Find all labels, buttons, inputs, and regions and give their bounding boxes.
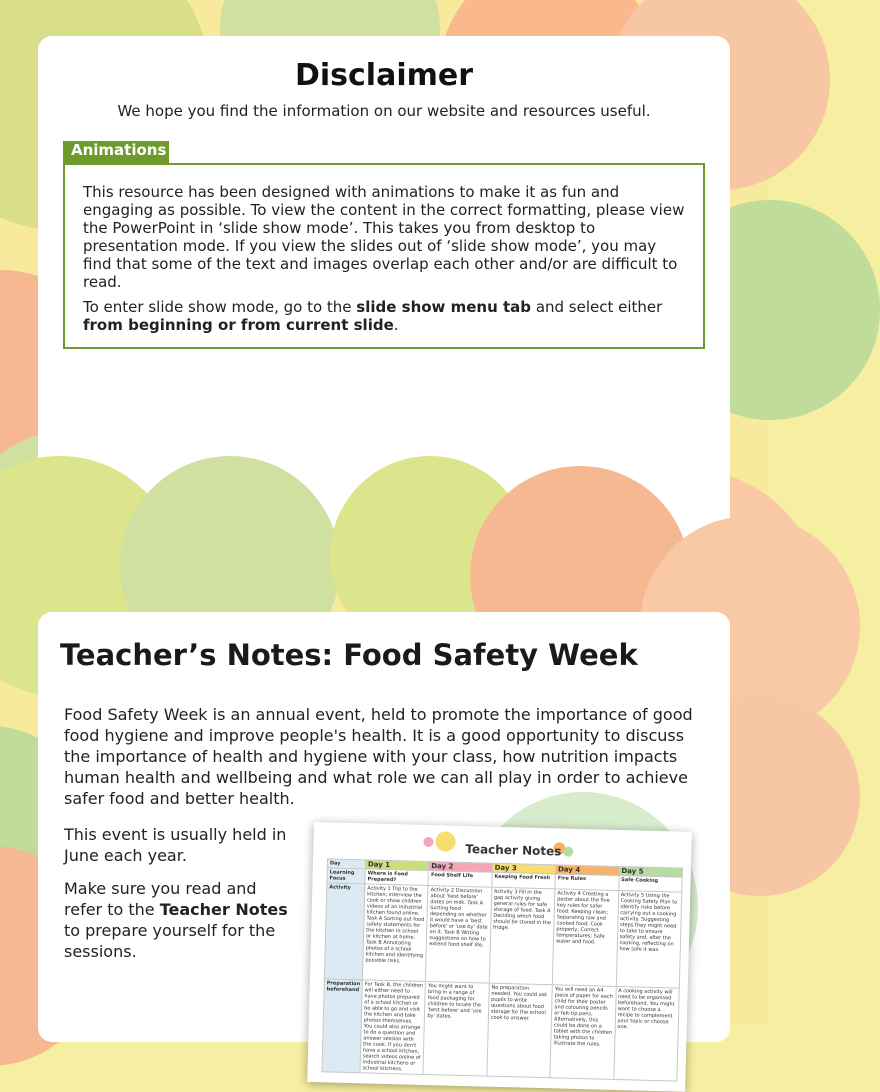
teacher-notes-reminder bbox=[64, 878, 294, 962]
instruction-text: To enter slide show mode, go to the bbox=[83, 298, 357, 316]
table-cell: You might want to bring in a range of food packaging for children to locate the 'best before' and 'use by' dates. bbox=[423, 981, 489, 1076]
table-cell: No preparation needed. You could ask pupils to write questions about food storage for the school cook to answer. bbox=[487, 983, 553, 1078]
teacher-notes-document-image bbox=[307, 822, 692, 1092]
table-cell: Safe Cooking bbox=[618, 875, 682, 892]
table-cell: A cooking activity will need to be organised beforehand. You might want to choose a recipe to complement your topic or choose one. bbox=[613, 986, 679, 1081]
table-cell: Activity 1 Trip to the kitchen; interview the cook or show children videos of an industrial kitchen found online. Task A Sorting out food safety statements for the kitchen in school or kitchen at home. Task B Annotating photos of a school kitchen and identifying possible risks. bbox=[362, 884, 428, 982]
content-card bbox=[38, 612, 730, 1073]
decor-dot bbox=[423, 837, 433, 847]
reminder-text: Make sure you read and refer to the bbox=[64, 879, 257, 919]
row-label: Day bbox=[327, 859, 365, 869]
table-cell: You will need an A4 piece of paper for each child for their poster and colouring pencils or felt-tip pens. Alternatively, this could be done on a tablet with the children taking photos to illustrate the rules. bbox=[550, 985, 616, 1080]
document-title: Teacher Notes bbox=[465, 841, 562, 859]
intro-paragraph: Food Safety Week is an annual event, held to promote the importance of good food hygiene and improve people's health. It is a good opportunity to discuss the importance of health and hygiene with your class, how nutrition impacts human health and wellbeing and what role we can all play in order to achieve safer food and better health. bbox=[64, 705, 693, 808]
day-header: Day 5 bbox=[619, 866, 683, 877]
day-header: Day 2 bbox=[429, 862, 493, 873]
table-cell: Food Shelf Life bbox=[428, 871, 492, 888]
page-subtitle: We hope you find the information on our website and resources useful. bbox=[117, 102, 651, 120]
instruction-text: and select either bbox=[531, 298, 663, 316]
instruction-bold-menu: slide show menu tab bbox=[356, 298, 532, 316]
day-header: Day 4 bbox=[555, 865, 619, 876]
reminder-text: to prepare yourself for the sessions. bbox=[64, 921, 276, 961]
table-cell: Where is Food Prepared? bbox=[365, 869, 429, 886]
page-title: Disclaimer bbox=[294, 58, 474, 93]
animations-tag: Animations bbox=[63, 141, 169, 165]
row-label: Preparation beforehand bbox=[322, 979, 362, 1073]
day-header: Day 1 bbox=[365, 860, 429, 871]
day-header: Day 3 bbox=[492, 863, 556, 874]
event-date-paragraph: This event is usually held in June each year. bbox=[64, 825, 287, 865]
slideshow-instructions bbox=[83, 298, 685, 334]
animations-paragraph: This resource has been designed with animations to make it as fun and engaging as possible. To view the content in the correct formatting, please view the PowerPoint in ‘slide show mode’. This takes you from desktop to presentation mode. If you view the slides out of ‘slide show mode’, you may find that some of the text and images overlap each other and/or are difficult to read. bbox=[83, 183, 685, 291]
table-row bbox=[324, 883, 681, 988]
teacher-notes-bold: Teacher Notes bbox=[159, 900, 288, 919]
table-cell: Keeping Food Fresh bbox=[492, 872, 556, 889]
row-label: Activity bbox=[324, 883, 364, 980]
animations-box bbox=[63, 163, 705, 349]
instruction-bold-option: from beginning or from current slide bbox=[83, 316, 394, 334]
teacher-notes-table bbox=[321, 858, 682, 1081]
table-cell: Activity 5 Using the Cooking Safety Plan to identify risks before carrying out a cooking activity. Suggesting steps they might need to take to ensure safety and, after the cooking, reflecting on how safe it was. bbox=[616, 890, 682, 988]
instruction-text: . bbox=[393, 316, 399, 334]
row-label: Learning Focus bbox=[327, 868, 365, 884]
decor-dot bbox=[563, 847, 573, 857]
table-cell: Activity 3 Fill in the gap activity giving general rules for safe storage of food. Task A Deciding which food should be stored in the fridge. bbox=[489, 887, 555, 985]
content-card bbox=[38, 36, 730, 538]
table-cell: Activity 2 Discussion about 'best before' dates on milk. Task A Sorting food depending on whether it would have a 'best before' or 'use by' date on it. Task B Writing suggestions on how to extend food shelf life. bbox=[426, 886, 492, 984]
table-cell: For Task B, the children will either need to have photos prepared of a school kitchen or be able to go and visit the kitchen and take photos themselves. You could also arrange to do a question and answer session with the cook. If you don't have a school kitchen, search videos online of industrial kitchens or school kitchens. bbox=[360, 980, 426, 1075]
table-cell: Fire Rules bbox=[555, 874, 619, 891]
page-title: Teacher’s Notes: Food Safety Week bbox=[60, 638, 638, 672]
decor-dot bbox=[435, 831, 456, 852]
table-row bbox=[322, 979, 679, 1081]
table-cell: Activity 4 Creating a poster about the five key rules for safer food: Keeping clean; Separating raw and cooked food; Cook properly; Correct temperatures; Safe water and food. bbox=[552, 889, 618, 987]
slide-teacher-notes bbox=[0, 576, 768, 1073]
